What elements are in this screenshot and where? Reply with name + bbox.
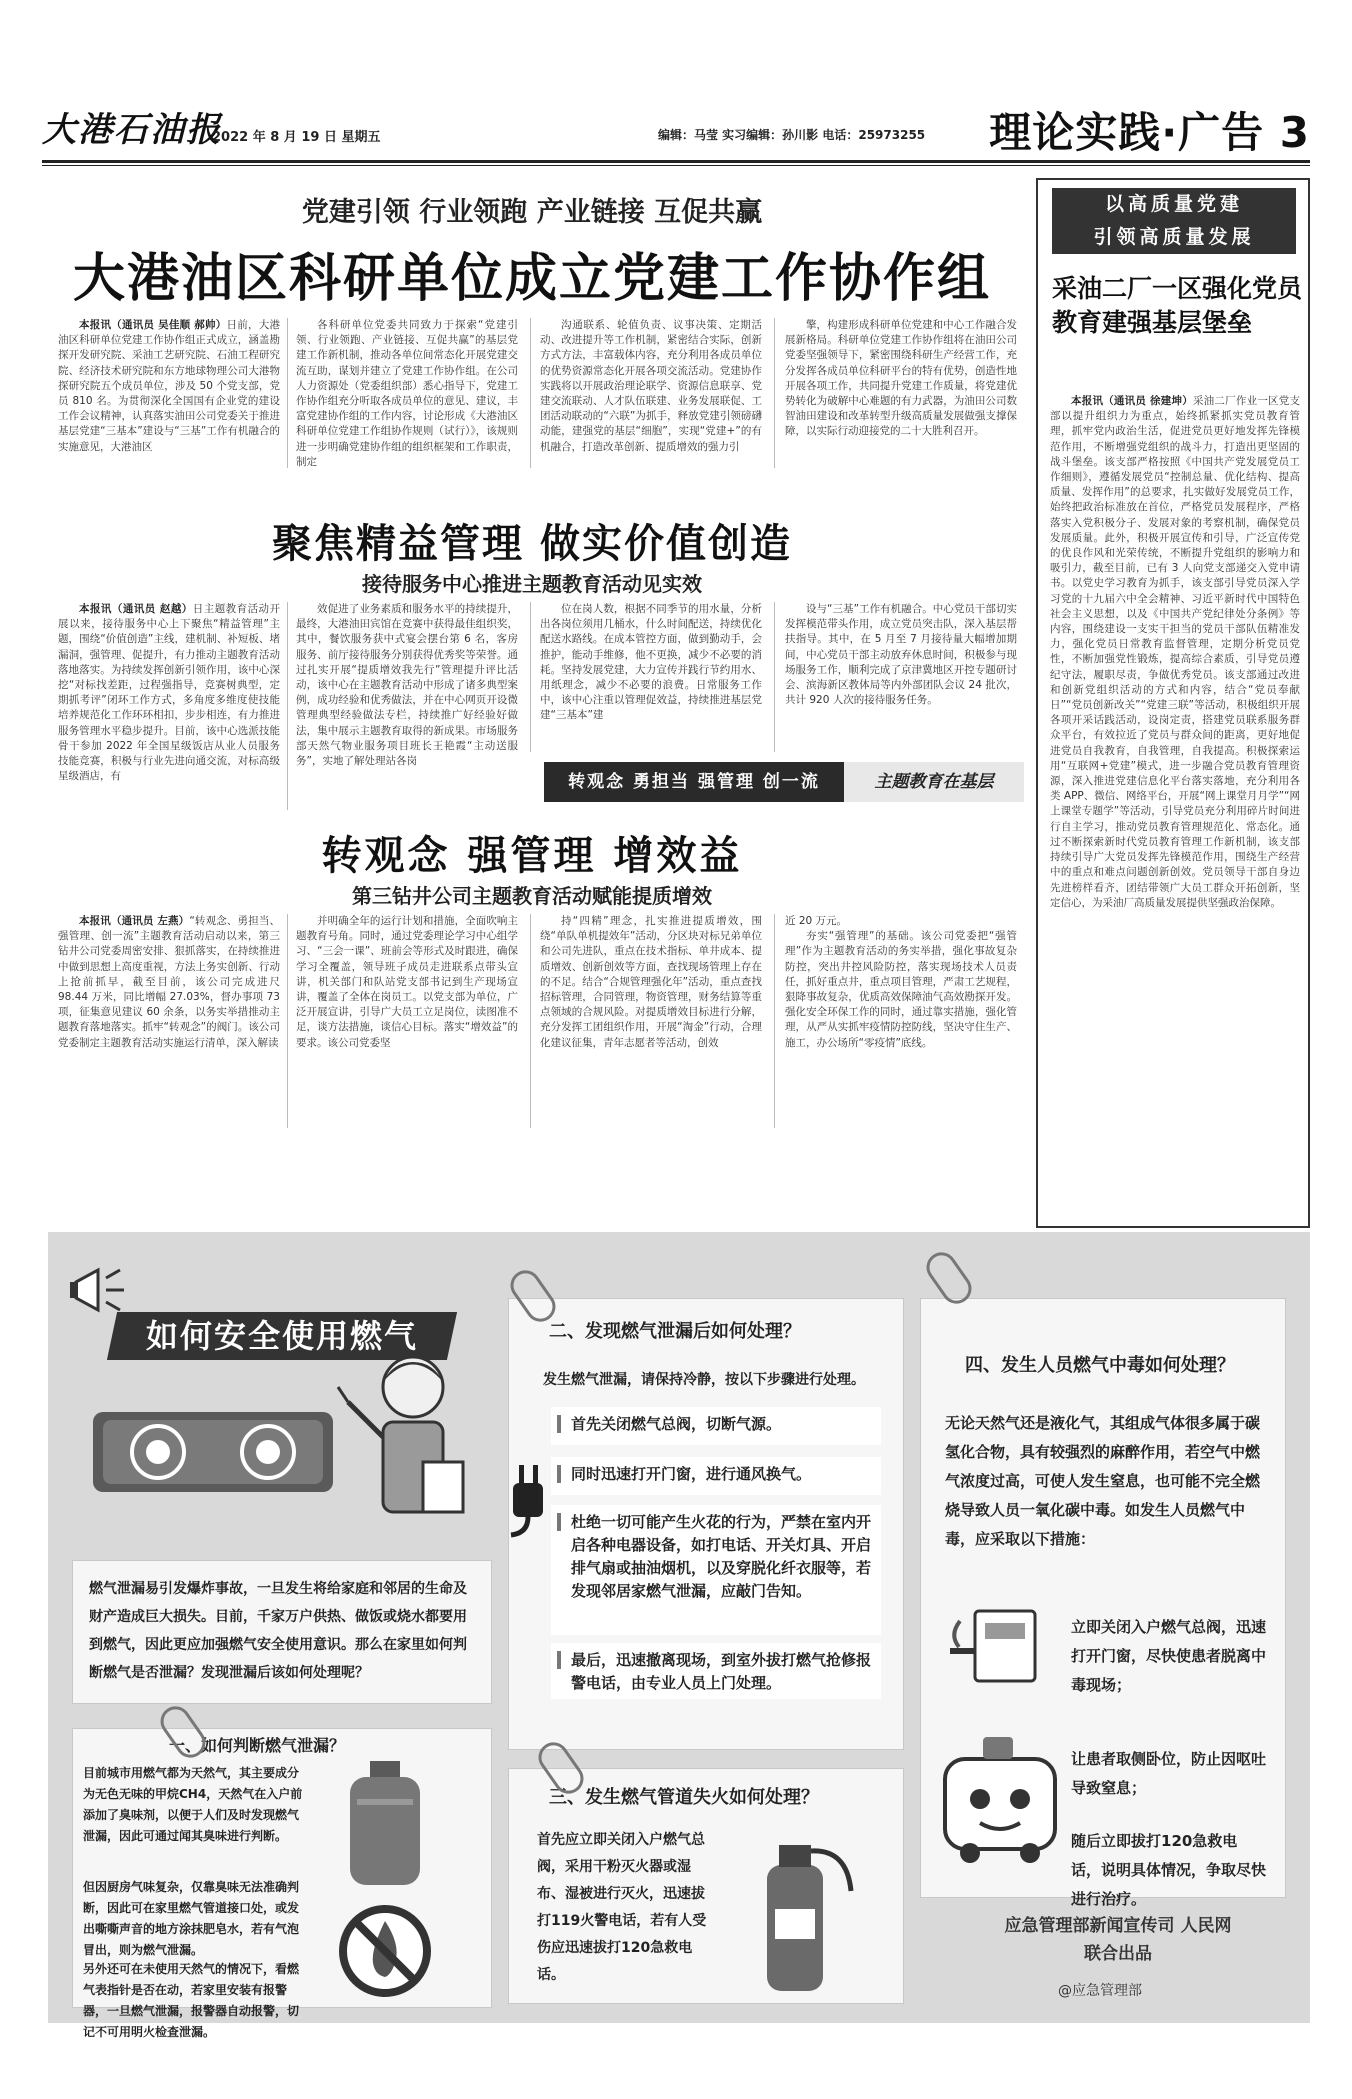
article3-byline: 本报讯（通讯员 左燕） <box>79 915 190 927</box>
banner-column-name: 主题教育在基层 <box>844 762 1024 802</box>
gas-cylinder-icon <box>335 1759 435 1889</box>
section1-p1: 目前城市用燃气都为天然气，其主要成分为无色无味的甲烷CH4，天然气在入户前添加了臭味剂，以便于人们及时发现燃气泄漏，因此可通过闻其臭味进行判断。 <box>83 1766 303 1843</box>
column-divider <box>287 318 288 468</box>
column-divider <box>530 914 531 1128</box>
article2-subtitle: 接待服务中心推进主题教育活动见实效 <box>362 572 702 596</box>
column-divider <box>774 318 775 468</box>
section4-measure3: 随后立即拔打120急救电话，说明具体情况，争取尽快进行治疗。 <box>1071 1832 1267 1908</box>
section1-card <box>72 1728 492 2039</box>
intro-text: 燃气泄漏易引发爆炸事故，一旦发生将给家庭和邻居的生命及财产造成巨大损失。目前，千家万户供热、做饭或烧水都要用到燃气，因此更应加强燃气安全使用意识。那么在家里如何判断燃气是否泄漏？发现泄漏后该如何处理呢？ <box>89 1581 467 1681</box>
editor-info: 编辑：马莹 实习编辑：孙川影 电话：25973255 <box>658 128 926 142</box>
section3-title: 三、发生燃气管道失火如何处理？ <box>549 1787 819 1808</box>
theme-banner <box>544 762 1024 802</box>
sidebar-tag-line1: 以高质量党建 <box>1104 193 1243 215</box>
gas-meter-valve-icon <box>945 1591 1045 1701</box>
no-fire-icon <box>335 1901 435 2001</box>
article2-byline: 本报讯（通讯员 赵越） <box>79 603 193 615</box>
article1-col2: 各科研单位党委共同致力于探索“党建引领、行业领跑、产业链接、互促共赢”的基层党建工作新机制，推动各单位间常态化开展党建交流互助，谋划并建立了党建工作协作组。在公司人力资源处（党委组织部）悉心指导下，党建工作协作组充分听取各成员单位的意见、建议，丰富党建协作组的工作内容，讨论形成《大港油区科研单位党建工作组协作规则（试行）》，该规则进一步明确党建协作组的组织框架和工作职责，制定 <box>296 319 518 468</box>
section4-title: 四、发生人员燃气中毒如何处理？ <box>965 1355 1235 1376</box>
power-plug-icon <box>499 1459 559 1539</box>
megaphone-icon <box>68 1260 128 1320</box>
article3-title: 转观念 强管理 增效益 <box>321 833 743 879</box>
section2-step: 首先关闭燃气总阀，切断气源。 <box>551 1407 881 1445</box>
intro-card <box>72 1560 492 1704</box>
article2-title: 聚焦精益管理 做实价值创造 <box>272 521 792 567</box>
sidebar-body: 本报讯（通讯员 徐建坤）采油二厂作业一区党支部以提升组织力为重点，始终抓紧抓实党员教育管理，抓牢党内政治生活，促进党员更好地发挥先锋模范作用，不断增强党组织的战斗力，打造出更坚固的战斗堡垒。该支部严格按照《中国共产党发展党员工作细则》，遵循发展党员“控制总量、优化结构、提高质量、发挥作用”的总要求，扎实做好发展党员工作，始终把政治标准放在首位，严格党员发展程序，严格落实入党积极分子、发展对象的考察机制，确保党员发展质量。此外，积极开展宣传和引导，广泛宣传党的优良作风和光荣传统，不断提升党组织的影响力和吸引力，截至目前，已有 3 人向党支部递交入党申请书。以党史学习教育为抓手，该支部引导党员深入学习党的十九届六中全会精神、习近平新时代中国特色社会主义思想，以及《中国共产党纪律处分条例》等内容，围绕建设一支实干担当的党员干部队伍精准发力，强化党员日常教育监督管理，定期分析党员党性，不断加强党性锻炼，提高综合素质，引导党员遵纪守法，履职尽责，争做优秀党员。该支部通过改进和创新党组织活动的方式和内容，结合“党员奉献日”“党员创新改关”“党建三联”等活动，积极组织开展各项开采话践活动，设岗定责，搭建党员联系服务群众平台，有效拉近了党员与群众间的距离，更好地促进党员自我教育，自我管理，自我提高。积极探索运用“互联网+党建”模式，进一步融合党员教育管理资源，深入推进党建信息化平台落实落地，充分利用各类 APP、微信、网络平台，开展“网上课堂月月学”“网上课堂专题学”等活动，引导党员充分利用碎片时间进行自主学习，推动党员教育管理规范化、常态化。通过不断探索新时代党员教育管理工作新机制，该支部持续引导广大党员发挥先锋模范作用，围绕生产经营中的重点和难点问题创新创效。党员领导干部自身边先进榜样看齐，团结带领广大员工群众开拓创新，坚定信心，为采油厂高质量发展提供坚强政治保障。 <box>1050 395 1301 909</box>
banner-slogan: 转观念 勇担当 强管理 创一流 <box>568 772 820 792</box>
section2-card <box>508 1298 904 1750</box>
column-divider <box>774 602 775 752</box>
fire-extinguisher-icon <box>727 1819 867 1999</box>
article2-col3: 位在岗人数，根据不同季节的用水量，分析出各岗位须用几桶水，什么时间配送，持续优化配送水路线。在成本管控方面，做到勤动手，会推护，能动手维修，他不更换，减少不必要的消耗。坚持发展党建，大力宣传并践行节约用水、用纸理念，减少不必要的浪费。日常服务工作中，该中心注重以管理促效益，持续推进基层党建“三基本”建 <box>540 603 762 722</box>
section2-lead: 发生燃气泄漏，请保持冷静，按以下步骤进行处理。 <box>543 1372 865 1388</box>
sidebar-column-tag <box>1052 188 1296 254</box>
article3-subtitle: 第三钻井公司主题教育活动赋能提质增效 <box>352 884 712 908</box>
section2-step: 最后，迅速撤离现场，到室外拔打燃气抢修报警电话，由专业人员上门处理。 <box>551 1643 881 1699</box>
newspaper-logo: 大港石油报 <box>42 110 222 150</box>
column-divider <box>530 318 531 468</box>
page-section-title: 理论实践·广告 3 <box>989 108 1310 157</box>
article1-subtitle: 党建引领 行业领跑 产业链接 互促共赢 <box>301 197 763 228</box>
section2-step: 杜绝一切可能产生火花的行为，严禁在室内开启各种电器设备，如打电话、开关灯具、开启排气扇或抽油烟机，以及穿脱化纤衣服等，若发现邻居家燃气泄漏，应敲门告知。 <box>551 1505 881 1635</box>
sidebar-byline: 本报讯（通讯员 徐建坤） <box>1071 395 1193 407</box>
section3-card <box>508 1768 904 2004</box>
presenter-figure-icon <box>338 1342 488 1542</box>
masthead-rule <box>42 160 1310 163</box>
article2-col4: 设与“三基”工作有机融合。中心党员干部切实发挥模范带头作用，成立党员突击队，深入基层帮扶指导。其中，在 5 月至 7 月接待量大幅增加期间，中心党员干部主动放弃休息时间，积极参与现场服务工作，顺利完成了京津冀地区开控专题研讨会、滨海新区教体局等内外部团队会议 24 批次，共计 920 人次的接待服务任务。 <box>785 603 1017 707</box>
section4-lead: 无论天然气还是液化气，其组成气体很多属于碳氢化合物，具有较强烈的麻醉作用，若空气中燃气浓度过高，可使人发生窒息，也可能不完全燃烧导致人员一氧化碳中毒。如发生人员燃气中毒，应采取以下措施： <box>945 1414 1261 1548</box>
article2-col2: 效促进了业务素质和服务水平的持续提升，最终，大港油田宾馆在竞赛中获得最佳组织奖，其中，餐饮服务获中式宴会摆台第 6 名，客房服务、前厅接待服务分别获得优秀奖等荣誉。通过扎实开展“提质增效我先行”管理提升评比活动，该中心在主题教育活动中形成了诸多典型案例，成功经验和优秀做法，并在中心网页开设微管理典型经验做法专栏，持续推广好经验好做法，集中展示主题教育取得的新成果。市场服务部天然气物业服务项目班长王艳霞“主动送服务”，实地了解处理站各岗 <box>296 603 518 768</box>
section4-measure1: 立即关闭入户燃气总阀，迅速打开门窗，尽快使患者脱离中毒现场； <box>1071 1618 1267 1694</box>
sidebar-headline: 采油二厂一区强化党员教育建强基层堡垒 <box>1052 274 1303 337</box>
article1-byline: 本报讯（通讯员 吴佳顺 郝帅） <box>79 319 227 331</box>
weibo-handle: @应急管理部 <box>1058 1983 1142 1999</box>
section2-step: 同时迅速打开门窗，进行通风换气。 <box>551 1457 881 1495</box>
sidebar-tag-line2: 引领高质量发展 <box>1093 226 1255 248</box>
column-divider <box>774 914 775 1128</box>
article3-col4: 近 20 万元。 夯实“强管理”的基础。该公司党委把“强管理”作为主题教育活动的务实举措，强化事故复杂防控，突出井控风险防控，落实现场技术人员责任，抓好重点井，重点项目管理，严肃工艺规程，狠降事故复杂，优质高效保障油气高效勘探开发。强化安全环保工作的同时，通过靠实措施，强化管理，从严从实抓牢疫情防控防线，坚决守住生产、施工，办公场所“零疫情”底线。 <box>785 915 1017 1049</box>
article1-col4: 擎，构建形成科研单位党建和中心工作融合发展新格局。科研单位党建工作协作组将在油田公司党委坚强领导下，紧密围绕科研生产经营工作，充分发挥各成员单位科研平台的特有优势，创造性地开展各项工作，共同提升党建工作质量，将党建优势转化为破解中心难题的有力武器，为油田公司数智油田建设和改革转型升级高质量发展做强支撑保障，以实际行动迎接党的二十大胜利召开。 <box>785 319 1017 438</box>
article1-col1: 本报讯（通讯员 吴佳顺 郝帅）日前，大港油区科研单位党建工作协作组正式成立，涵盖勘探开发研究院、采油工艺研究院、石油工程研究院、经济技术研究院和东方地球物理公司大港物探研究院五个成员单位，涉及 50 个党支部，党员 810 名。为贯彻深化全国国有企业党的建设工作会议精神，认真落实油田公司党委关于推进基层党建“三基本”建设与“三基”工作有机融合的实施意见，大港油区 <box>58 319 281 453</box>
section1-p3: 另外还可在未使用天然气的情况下，看燃气表指针是否在动，若家里安装有报警器，一旦燃气泄漏，报警器自动报警，切记不可用明火检查泄漏。 <box>83 1962 300 2039</box>
article1-title: 大港油区科研单位成立党建工作协作组 <box>72 249 991 309</box>
article3-col3: 持“四精”理念，扎实推进提质增效，围绕“单队单机提效年”活动，分区块对标兄弟单位和公司先进队，重点在技术指标、单井成本、提质增效、创新创效等方面，查找现场管理上存在的不足。结合“合规管理强化年”活动，重点查找招标管理，合同管理，物资管理，财务结算等重点领域的合规风险。对提质增效目标进行分解，充分发挥工团组织作用，开展“淘金”行动，合理化建议征集，青年志愿者等活动，创效 <box>540 915 762 1049</box>
article3-col2: 并明确全年的运行计划和措施，全面吹响主题教育号角。同时，通过党委理论学习中心组学习、“三会一课”、班前会等形式及时跟进，确保学习全覆盖，领导班子成员走进联系点带头宣讲，机关部门和队站党支部书记到生产现场宣讲，覆盖了全体在岗员工。以党支部为单位，广泛开展宣讲，引导广大员工立足岗位，读图准不足，谈方法措施，谈信心目标。落实“增效益”的要求。该公司党委坚 <box>296 915 518 1049</box>
gas-safety-infographic <box>48 1232 1310 2039</box>
column-divider <box>287 914 288 1128</box>
sidebar-article <box>1036 178 1310 1228</box>
article3-col4-lead: 近 20 万元。 <box>785 915 848 927</box>
section4-measure2: 让患者取侧卧位，防止因呕吐导致窒息； <box>1071 1750 1267 1797</box>
section4-card <box>920 1298 1286 1908</box>
column-divider <box>287 602 288 810</box>
masthead-rule-thin <box>42 165 1310 166</box>
article2-col1: 本报讯（通讯员 赵越）日主题教育活动开展以来，接待服务中心上下聚焦“精益管理”主题，围绕“价值创造”主线，建机制、补短板、堵漏洞，强管理、促提升，有力推动主题教育活动落地落实。为持续发挥创新引领作用，该中心深挖“对标找差距，过程强指导，竞赛树典型，定期抓考评”闭环工作方式，多角度多维度使技能培养规范化工作环环相扣，步步相连，有力推进服务管理水平稳步提升。目前，该中心选派技能骨干参加 2022 年全国星级饭店从业人员服务技能竞赛，积极与行业先进向通交流，对标高级星级酒店，有 <box>58 603 281 783</box>
masthead <box>42 100 1310 158</box>
article1-col3: 沟通联系、轮值负责、议事决策、定期活动、改进提升等工作机制，紧密结合实际，创新方式方法，丰富载体内容，充分利用各成员单位的优势资源常态化开展各项交流活动。党建协作实践将以开展政治理论联学、资源信息联享、党建交流联动、人才队伍联建、业务发展联促、工团活动联动的“六联”为抓手，释放党建引领磅礴动能，建强党的基层“细胞”，实现“党建+”的有机融合，打造改革创新、提质增效的强力引 <box>540 319 762 453</box>
article3-col1: 本报讯（通讯员 左燕）“转观念、勇担当、强管理、创一流”主题教育活动启动以来，第三钻井公司党委周密安排、狠抓落实，在持续推进中做到思想上高度重视，方法上务实创新、行动上抢前抓早，截至目前，该公司完成进尺 98.44 万米，同比增幅 27.03%，督办事项 73 项，征集意见建议 60 余条，以务实举措推动主题教育落地落实。抓牢“转观念”的阀门。该公司党委制定主题教育活动实施运行清单，深入解读 <box>58 915 281 1049</box>
infographic-title: 如何安全使用燃气 <box>145 1317 418 1355</box>
ambulance-icon <box>935 1719 1065 1869</box>
gas-stove-icon <box>88 1392 338 1502</box>
section3-text: 首先应立即关闭入户燃气总阀，采用干粉灭火器或湿布、湿被进行灭火，迅速拔打119火警电话，若有人受伤应迅速拔打120急救电话。 <box>537 1832 707 1983</box>
issue-date: 2022 年 8 月 19 日 星期五 <box>212 130 381 145</box>
infographic-credit: 应急管理部新闻宣传司 人民网 联合出品 <box>1004 1916 1232 1964</box>
section2-title: 二、发现燃气泄漏后如何处理？ <box>549 1321 801 1342</box>
column-divider <box>530 602 531 752</box>
section1-title: 一、如何判断燃气泄漏？ <box>169 1736 346 1755</box>
section1-p2: 但因厨房气味复杂，仅靠臭味无法准确判断，因此可在家里燃气管道接口处，或发出嘶嘶声音的地方涂抹肥皂水，若有气泡冒出，则为燃气泄漏。 <box>83 1880 300 1957</box>
